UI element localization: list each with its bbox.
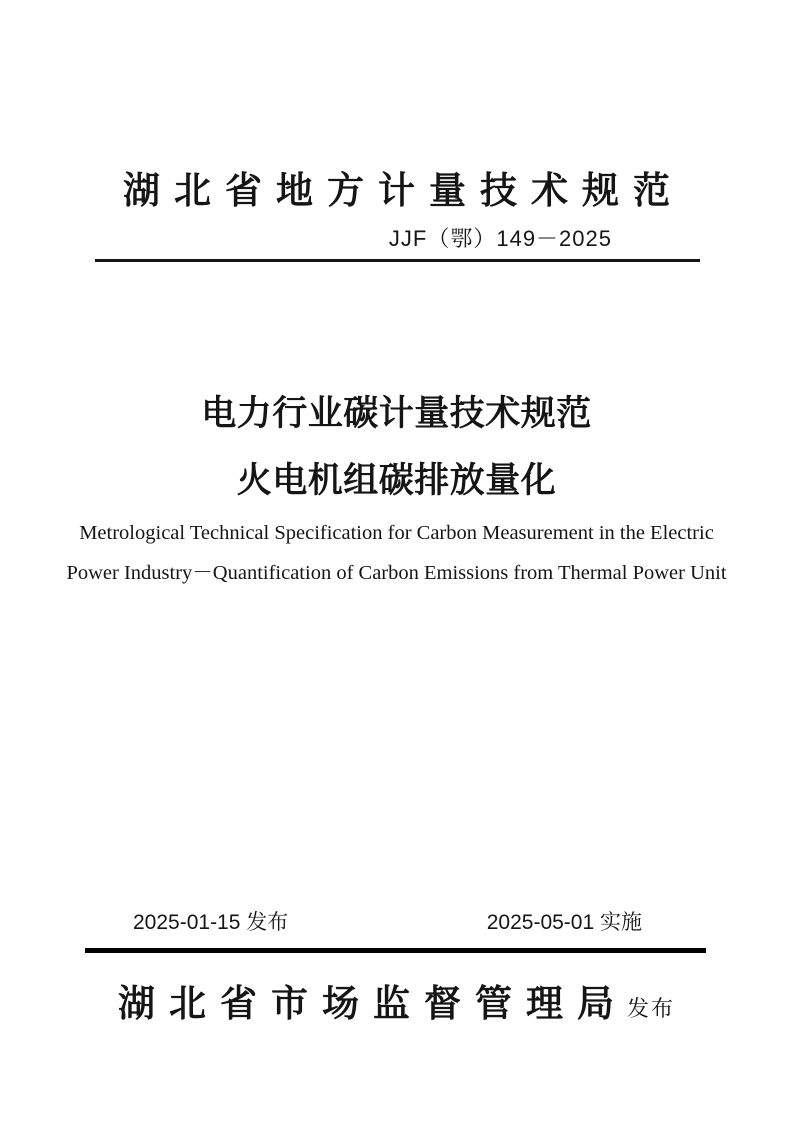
footer xyxy=(0,983,793,1027)
footer-divider xyxy=(85,948,706,953)
doc-number: JJF（鄂）149－2025 xyxy=(388,226,612,251)
main-title-line-1: 电力行业碳计量技术规范 xyxy=(201,394,592,433)
implementation-date: 2025-05-01 实施 xyxy=(486,911,642,934)
series-title: 湖北省地方计量技术规范 xyxy=(123,171,684,212)
issue-date: 2025-01-15 发布 xyxy=(133,911,289,934)
english-title-line-1: Metrological Technical Specification for Carbon Measurement in the Electric xyxy=(79,522,714,544)
main-title-line-2: 火电机组碳排放量化 xyxy=(236,461,557,500)
publisher-name: 湖北省市场监督管理局 xyxy=(117,984,628,1025)
english-title-line-2: Power Industry－Quantification of Carbon Emissions from Thermal Power Unit xyxy=(66,562,727,584)
header-divider xyxy=(95,259,700,262)
dates-row xyxy=(95,908,700,938)
english-title xyxy=(0,513,793,593)
publish-label: 发布 xyxy=(626,996,675,1021)
